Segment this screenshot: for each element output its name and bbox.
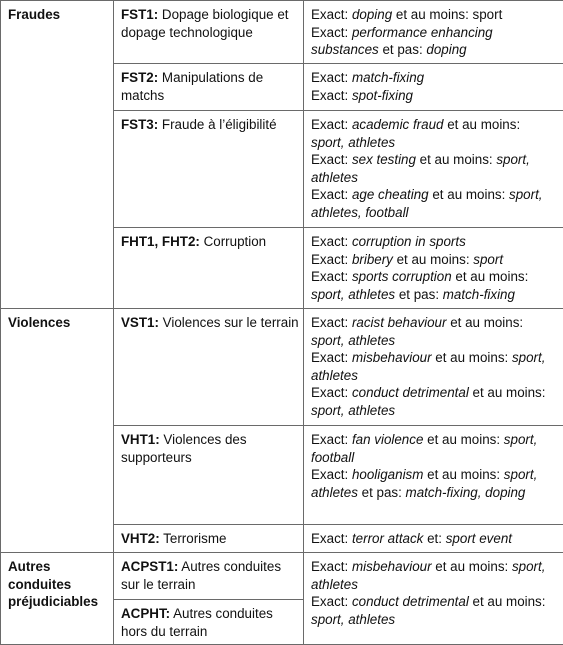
criteria-text: Exact: (311, 234, 352, 249)
criteria-text: Exact: (311, 252, 352, 267)
subcategory-label: Violences des supporteurs (121, 432, 247, 465)
subcategory-label: Corruption (200, 234, 266, 249)
criteria-line (311, 466, 557, 501)
search-term: sport, football (311, 432, 537, 465)
search-term: sport, athletes (311, 403, 395, 418)
criteria-text: et au moins: (452, 269, 529, 284)
criteria-line (311, 349, 557, 384)
search-term: sport, athletes (311, 287, 395, 302)
search-term: sport, athletes (311, 467, 537, 500)
subcategory-cell (114, 64, 304, 111)
subcategory-cell (114, 1, 304, 64)
search-term: misbehaviour (352, 559, 432, 574)
criteria-line (311, 314, 557, 349)
criteria-line (311, 24, 557, 59)
criteria-cell (304, 1, 563, 64)
criteria-text: Exact: (311, 70, 352, 85)
subcategory-cell (114, 553, 304, 600)
criteria-text: Exact: (311, 187, 352, 202)
criteria-text: Exact: (311, 531, 352, 546)
criteria-cell (304, 525, 563, 553)
subcategory-label: Autres conduites sur le terrain (121, 559, 281, 592)
search-term: doping (426, 42, 466, 57)
search-term: match-fixing (352, 70, 424, 85)
search-term: hooliganism (352, 467, 423, 482)
criteria-cell (304, 111, 563, 228)
criteria-text: Exact: (311, 7, 352, 22)
search-term: bribery (352, 252, 393, 267)
search-term: match-fixing (443, 287, 515, 302)
search-term: sport, athletes, football (311, 187, 543, 220)
criteria-line (311, 116, 557, 151)
subcategory-code: VHT2: (121, 531, 160, 546)
subcategory-code: ACPHT: (121, 606, 170, 621)
criteria-line (311, 6, 557, 24)
criteria-text: et pas: (379, 42, 427, 57)
subcategory-cell (114, 309, 304, 426)
criteria-text: et pas: (358, 485, 406, 500)
search-term: spot-fixing (352, 88, 413, 103)
criteria-cell (304, 309, 563, 426)
criteria-text: et au moins: (429, 187, 509, 202)
criteria-cell (304, 426, 563, 525)
table-row (1, 309, 563, 426)
criteria-text: et au moins: sport (392, 7, 502, 22)
criteria-text: Exact: (311, 559, 352, 574)
search-term: sport, athletes (311, 350, 545, 383)
subcategory-cell (114, 426, 304, 525)
search-term: doping (352, 7, 392, 22)
search-term: corruption in sports (352, 234, 466, 249)
search-term: age cheating (352, 187, 429, 202)
criteria-text: et au moins: (432, 350, 512, 365)
subcategory-code: FST2: (121, 70, 158, 85)
search-term: racist behaviour (352, 315, 447, 330)
subcategory-label: Manipulations de matchs (121, 70, 263, 103)
criteria-text: Exact: (311, 467, 352, 482)
subcategory-cell (114, 228, 304, 309)
search-term: sport event (446, 531, 512, 546)
criteria-cell (304, 64, 563, 111)
subcategory-code: ACPST1: (121, 559, 178, 574)
subcategory-label: Autres conduites hors du terrain (121, 606, 273, 639)
criteria-text: et au moins: (444, 117, 521, 132)
search-term: sex testing (352, 152, 416, 167)
criteria-text: et au moins: (416, 152, 496, 167)
criteria-text: et: (423, 531, 445, 546)
criteria-text: Exact: (311, 88, 352, 103)
subcategory-code: VST1: (121, 315, 159, 330)
criteria-text: Exact: (311, 269, 352, 284)
search-term: sport, athletes (311, 333, 395, 348)
category-cell: Fraudes (1, 1, 114, 309)
subcategory-code: VHT1: (121, 432, 160, 447)
criteria-cell (304, 553, 563, 645)
criteria-text: Exact: (311, 117, 352, 132)
table-row (1, 1, 563, 64)
criteria-text: et au moins: (423, 432, 503, 447)
search-term: match-fixing, doping (406, 485, 526, 500)
search-term: sports corruption (352, 269, 452, 284)
criteria-text: Exact: (311, 432, 352, 447)
subcategory-label: Terrorisme (160, 531, 227, 546)
criteria-text: et au moins: (469, 594, 546, 609)
criteria-text: et au moins: (393, 252, 473, 267)
criteria-line (311, 251, 557, 269)
criteria-line (311, 87, 557, 105)
criteria-text: Exact: (311, 350, 352, 365)
criteria-text: Exact: (311, 385, 352, 400)
search-term: sport, athletes (311, 135, 395, 150)
search-term: fan violence (352, 432, 423, 447)
search-term: sport (473, 252, 503, 267)
criteria-line (311, 69, 557, 87)
criteria-text: et au moins: (446, 315, 523, 330)
criteria-text: Exact: (311, 594, 352, 609)
search-term: terror attack (352, 531, 423, 546)
subcategory-label: Fraude à l’éligibilité (158, 117, 276, 132)
criteria-line (311, 530, 557, 548)
criteria-line (311, 431, 557, 466)
criteria-line (311, 268, 557, 303)
criteria-text: et au moins: (469, 385, 546, 400)
criteria-cell (304, 228, 563, 309)
search-term: academic fraud (352, 117, 444, 132)
criteria-text: Exact: (311, 25, 352, 40)
criteria-line (311, 151, 557, 186)
category-cell: Violences (1, 309, 114, 553)
subcategory-code: FHT1, FHT2: (121, 234, 200, 249)
subcategory-code: FST1: (121, 7, 158, 22)
subcategory-label: Violences sur le terrain (159, 315, 299, 330)
search-term: conduct detrimental (352, 385, 469, 400)
subcategory-cell (114, 525, 304, 553)
search-term: misbehaviour (352, 350, 432, 365)
subcategory-cell (114, 111, 304, 228)
criteria-line (311, 186, 557, 221)
criteria-text: et au moins: (423, 467, 503, 482)
table-row (1, 553, 563, 600)
criteria-line (311, 384, 557, 419)
criteria-line (311, 593, 557, 628)
subcategory-cell (114, 600, 304, 645)
criteria-text: et pas: (395, 287, 443, 302)
criteria-text: et au moins: (432, 559, 512, 574)
criteria-line (311, 558, 557, 593)
criteria-text: Exact: (311, 152, 352, 167)
search-term: sport, athletes (311, 559, 545, 592)
category-cell: Autres conduites préjudiciables (1, 553, 114, 645)
search-term: sport, athletes (311, 152, 530, 185)
search-term: conduct detrimental (352, 594, 469, 609)
search-term: sport, athletes (311, 612, 395, 627)
criteria-line (311, 233, 557, 251)
search-term: performance enhancing substances (311, 25, 493, 58)
subcategory-code: FST3: (121, 117, 158, 132)
criteria-text: Exact: (311, 315, 352, 330)
subcategory-label: Dopage biologique et dopage technologique (121, 7, 289, 40)
